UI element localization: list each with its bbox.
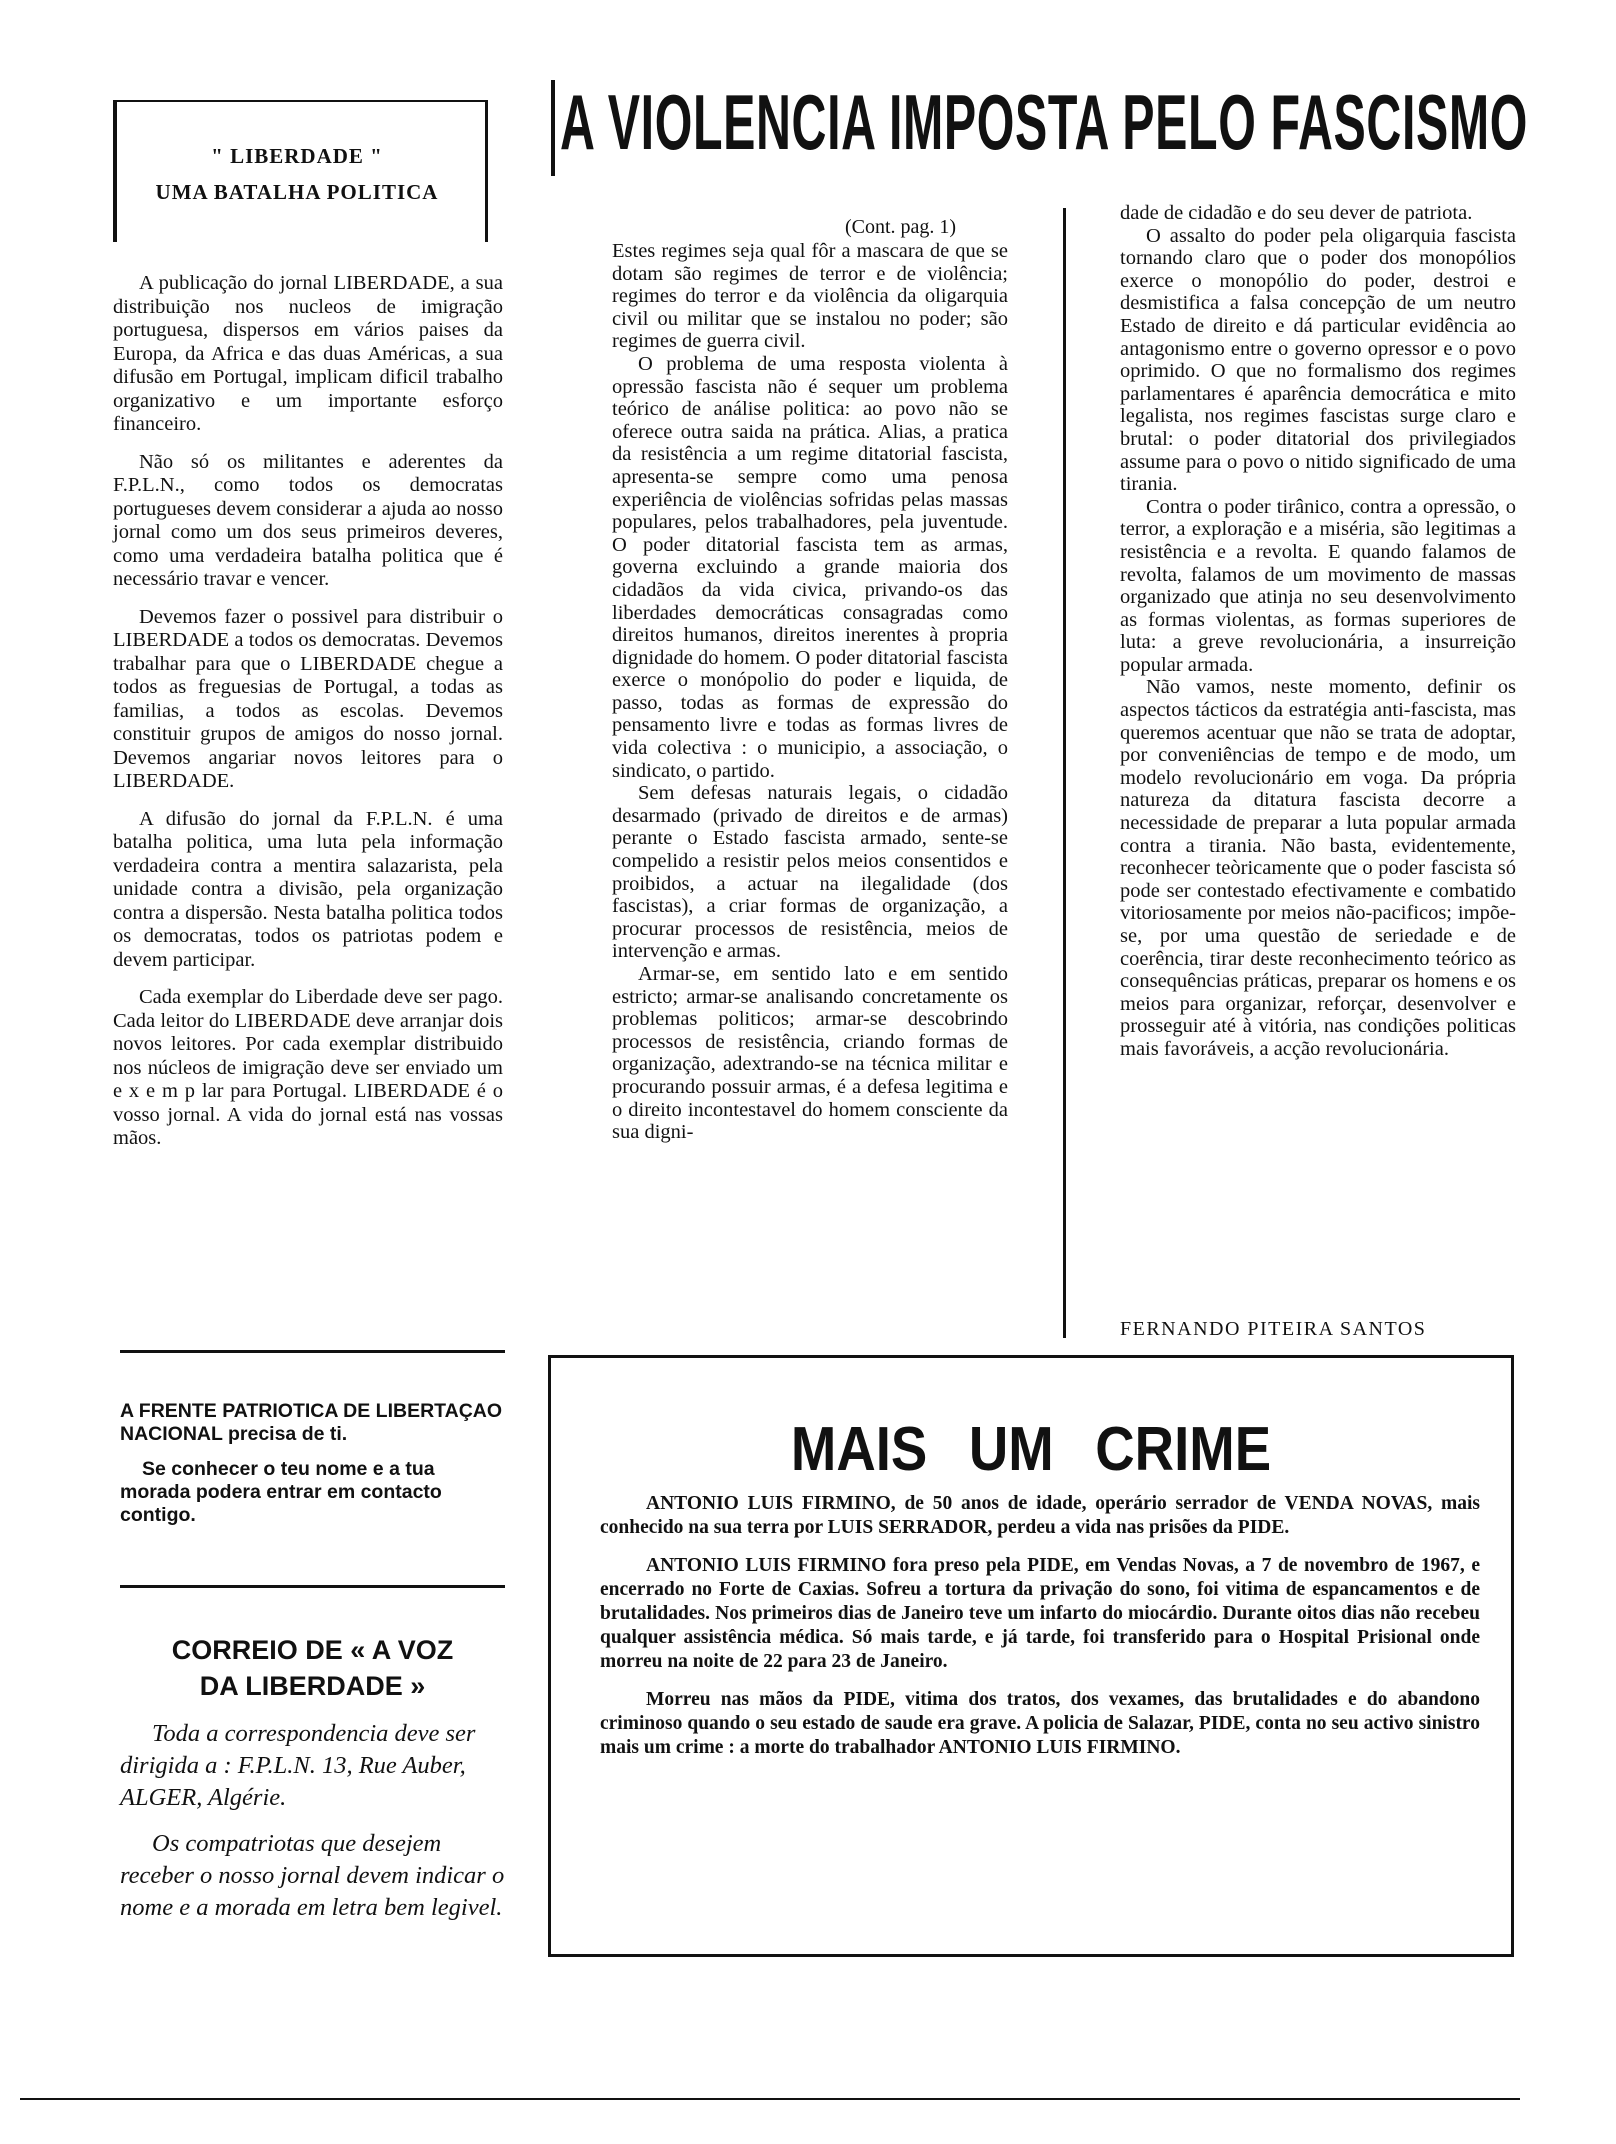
continued-note: (Cont. pag. 1): [845, 216, 957, 238]
violencia-paragraph: O assalto do poder pela oligarquia fascista tornando claro que o poder dos monopólios exerce o monopólio do poder, destroi e desmistifica a falsa concepção de um neutro Estado de direito e dá particular evidência ao antagonismo entre o governo opressor e o povo oprimido. O que no formalismo dos regimes parlamentares é aparência democrática e mito legalista, nos regimes fascistas surge claro e brutal: o poder ditatorial dos privilegiados assume para o povo o nitido significado de uma tirania.: [1120, 224, 1516, 496]
crime-paragraph: ANTONIO LUIS FIRMINO, de 50 anos de idade, operário serrador de VENDA NOVAS, mais conhecido na sua terra por LUIS SERRADOR, perdeu a vida nas prisões da PIDE.: [600, 1493, 1480, 1538]
liberdade-article: [113, 272, 503, 1165]
author-signature: FERNANDO PITEIRA SANTOS: [1120, 1318, 1427, 1340]
correio-text: [120, 1718, 505, 1938]
violencia-paragraph: Contra o poder tirânico, contra a opressão, o terror, a exploração e a miséria, são legitimas a resistência e a revolta. E quando falamos de revolta, falamos de um movimento de massas organizado que atinja no seu desenvolvimento as formas violentas, as formas superiores de luta: a greve revolucionária, a insurreição popular armada.: [1120, 495, 1516, 676]
left-divider: [120, 1350, 505, 1353]
headline: A VIOLENCIA IMPOSTA PELO FASCISMO: [560, 78, 1529, 166]
crime-title: MAIS UM CRIME: [790, 1415, 1272, 1484]
violencia-paragraph: Sem defesas naturais legais, o cidadão desarmado (privado de direitos e de armas) perante o Estado fascista armado, sente-se compelido a resistir pelos meios consentidos e proibidos, a actuar na ilegalidade (dos fascistas), a criar formas de organização, a procurar processos de resistência, meios de intervenção e armas.: [612, 782, 1008, 963]
liberdade-paragraph: A difusão do jornal da F.P.L.N. é uma batalha politica, uma luta pela informação verdadeira contra a mentira salazarista, pela unidade contra a divisão, pela organização contra a dispersão. Nesta batalha politica todos os democratas, todos os patriotas podem e devem participar.: [113, 807, 503, 971]
liberdade-box-line2: UMA BATALHA POLITICA: [155, 180, 439, 204]
violencia-paragraph: Estes regimes seja qual fôr a mascara de que se dotam são regimes de terror e de violência; regimes do terror e da violência da oligarquia civil ou militar que se instalou no poder; são regimes de guerra civil.: [612, 240, 1008, 353]
crime-paragraph: ANTONIO LUIS FIRMINO fora preso pela PIDE, em Vendas Novas, a 7 de novembro de 1967, e encerrado no Forte de Caxias. Sofreu a tortura da privação do sono, foi vitima de espancamentos e de brutalidades. Nos primeiros dias de Janeiro teve um infarto do miocárdio. Durante oitos dias não recebeu qualquer assistência médica. Só mais tarde, e já tarde, foi transferido para o Hospital Prisional onde morreu na noite de 22 para 23 de Janeiro.: [600, 1555, 1480, 1672]
violencia-paragraph: O problema de uma resposta violenta à opressão fascista não é sequer um problema teórico de análise politica: ao povo não se oferece outra saida na prática. Alias, a pratica da resistência a um regime ditatorial fascista, apresenta-se sempre como uma penosa experiência de violências sofridas pelas massas populares, pelos trabalhadores, pela juventude. O poder ditatorial fascista tem as armas, governa excluindo a grande maioria dos cidadãos da vida civica, privando-os das liberdades democráticas consagradas como direitos humanos, direitos inerentes à propria dignidade do homem. O poder ditatorial fascista exerce o monópolio do poder e liquida, de passo, todas as formas de expressão do pensamento livre e todas as formas livres de vida colectiva : o municipio, a associação, o sindicato, o partido.: [612, 352, 1008, 782]
liberdade-paragraph: Não só os militantes e aderentes da F.P.L.N., como todos os democratas portugueses devem considerar a ajuda ao nosso jornal como um dos seus primeiros deveres, como uma verdadeira batalha politica que é necessário travar e vencer.: [113, 450, 503, 590]
correio-title: [120, 1632, 505, 1704]
liberdade-paragraph: A publicação do jornal LIBERDADE, a sua distribuição nos nucleos de imigração portuguesa, dispersos em vários paises da Europa, da Africa e das duas Américas, a sua difusão em Portugal, implicam dificil trabalho organizativo e um importante esforço financeiro.: [113, 272, 503, 435]
frente-contact: Se conhecer o teu nome e a tua morada podera entrar em contacto contigo.: [120, 1458, 442, 1526]
frente-headline: A FRENTE PATRIOTICA DE LIBERTAÇAO NACIONAL precisa de ti.: [120, 1400, 503, 1445]
violencia-paragraph: Armar-se, em sentido lato e em sentido estricto; armar-se analisando concretamente os problemas politicos; armar-se descobrindo processos de resistência, criando formas de organização, adextrando-se na técnica militar e procurando possuir armas, é a defesa legitima e o direito incontestavel do homem consciente da sua digni-: [612, 963, 1008, 1144]
left-divider: [120, 1585, 505, 1588]
violencia-column-2: [1120, 202, 1516, 1061]
liberdade-paragraph: Cada exemplar do Liberdade deve ser pago. Cada leitor do LIBERDADE deve arranjar dois novos leitores. Por cada exemplar distribuido nos núcleos de imigração deve ser enviado um e x e m p lar para Portugal. LIBERDADE é o vosso jornal. A vida do jornal está nas vossas mãos.: [113, 986, 503, 1149]
crime-text: [600, 1492, 1480, 1774]
correio-paragraph: Toda a correspondencia deve ser dirigida a : F.P.L.N. 13, Rue Auber, ALGER, Algérie.: [120, 1720, 476, 1811]
liberdade-box-title: [113, 138, 481, 210]
correio-title-line1: CORREIO DE « A VOZ: [171, 1635, 454, 1665]
frente-notice: [120, 1400, 505, 1539]
crime-paragraph: Morreu nas mãos da PIDE, vitima dos tratos, dos vexames, das brutalidades e do abandono criminoso quando o seu estado de saude era grave. A policia de Salazar, PIDE, conta no seu activo sinistro mais um crime : a morte do trabalhador ANTONIO LUIS FIRMINO.: [600, 1689, 1480, 1758]
page-bottom-rule: [20, 2098, 1520, 2100]
violencia-column-1: [612, 240, 1008, 1144]
headline-bar: [551, 80, 555, 176]
liberdade-paragraph: Devemos fazer o possivel para distribuir o LIBERDADE a todos os democratas. Devemos trabalhar para que o LIBERDADE chegue a todos as freguesias de Portugal, a todas as familias, a todos as escolas. Devemos constituir grupos de amigos do nosso jornal. Devemos angariar novos leitores para o LIBERDADE.: [113, 605, 503, 792]
violencia-paragraph: dade de cidadão e do seu dever de patriota.: [1120, 202, 1473, 224]
correio-title-line2: DA LIBERDADE »: [199, 1671, 426, 1701]
correio-paragraph: Os compatriotas que desejem receber o nosso jornal devem indicar o nome e a morada em letra bem legivel.: [120, 1830, 505, 1921]
violencia-paragraph: Não vamos, neste momento, definir os aspectos tácticos da estratégia anti-fascista, mas queremos acentuar que não se trata de adoptar, por conveniências de tempo e de modo, um modelo revolucionário em voga. Da própria natureza da ditatura fascista decorre a necessidade de preparar a luta popular armada contra a tirania. Não basta, evidentemente, reconhecer teòricamente que o poder fascista só pode ser contestado efectivamente e combatido vitoriosamente por meios não-pacificos; impõe-se, por uma questão de seriedade e de coerência, tirar deste reconhecimento teórico as consequências práticas, preparar os homens e os meios para organizar, reforçar, desenvolver e prosseguir até à vitória, nas condições politicas mais favoráveis, a acção revolucionária.: [1120, 676, 1516, 1060]
column-divider: [1063, 208, 1066, 1338]
liberdade-box-line1: " LIBERDADE ": [211, 144, 383, 168]
